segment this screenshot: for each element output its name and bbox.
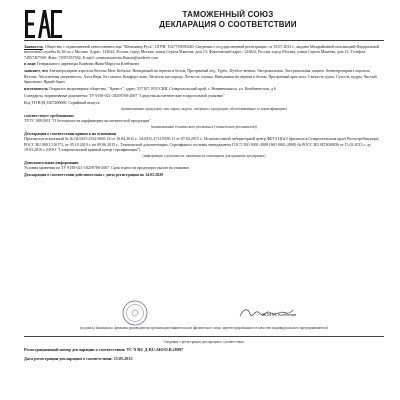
title-block <box>68 10 388 30</box>
validity-paragraph <box>24 172 384 177</box>
manufacturer-text: Открытое акционерное общество, "Арнест", адрес: 357107, РОССИЯ, Ставропольский край, г. Невинномысск, ул. Комбинатская, д.6 <box>48 85 276 91</box>
applicant-paragraph <box>24 44 384 60</box>
registration-date-label: Дата регистрации декларации о соответствии: <box>24 355 113 361</box>
requirements-paragraph <box>24 113 384 124</box>
manufacturer-paragraph <box>24 86 384 91</box>
registration-number-row <box>24 347 384 352</box>
additional-paragraph <box>24 160 384 171</box>
representative-label: в лице <box>24 61 36 67</box>
declares-label: заявляет, что <box>24 68 48 74</box>
signature-caption: (подпись) (инициалы, фамилия руководителя организации-заявителя или физического лица, зарегистрированного в качестве индивидуального предпринимателя) <box>80 326 328 330</box>
tn-ved-paragraph <box>24 100 384 105</box>
title-customs-union: ТАМОЖЕННЫЙ СОЮЗ <box>182 10 274 19</box>
registration-number-label: Регистрационный номер декларации о соответствии: <box>24 347 126 353</box>
applicant-label: Заявитель <box>24 44 43 49</box>
standards-text: Стандарты, нормативные документы: ТУ 9158-021-18259700-2007 "Средства косметические в аэрозольной упаковке" <box>24 92 225 98</box>
representative-text: Генерального директора Корвина Жана-Марселя Клейтиана <box>36 61 139 67</box>
company-stamp <box>122 300 148 326</box>
additional-text: Условия хранения по ТУ 9158-021-18259700-2007. Срок годности продукции указан на упаковке. <box>24 165 190 171</box>
validity-date: 14.05.2020 <box>145 172 164 178</box>
registration-number-value: ТС N RU Д-RU.АЮ35.В.28097 <box>126 347 184 353</box>
declares-paragraph <box>24 68 384 84</box>
validity-label: Декларация о соответствии действительна с даты регистрации по <box>24 172 145 178</box>
registration-date-value: 15.05.2015 <box>113 355 133 361</box>
footer-divider <box>24 336 384 337</box>
standards-paragraph <box>24 93 384 98</box>
basis-label: Декларация о соответствии принята на основании <box>24 131 116 137</box>
declaration-body <box>24 44 384 179</box>
eac-logo <box>24 8 64 40</box>
additional-label: Дополнительная информация <box>24 160 79 166</box>
registration-caption: Сведения о регистрации декларации о соответствии: <box>163 340 245 344</box>
requirements-text: ТР ТС 009/2011 "О безопасности парфюмерно-косметической продукции" <box>24 118 151 124</box>
signature-area <box>24 302 384 336</box>
representative-paragraph <box>24 61 384 66</box>
header-divider <box>24 40 384 41</box>
basis-paragraph <box>24 131 384 152</box>
requirements-caption: (наименование технического регламента (технических регламентов)) <box>151 124 257 129</box>
basis-text: Протоколов испытаний № № 04.0415.2332.9665.14 от 16.04.2015 г., 04.0415.2712.9550.11 от 07.04.2015 г., Испытательной лабораторией центр ФБУЗ ЦГиЭ (филиала в Ставропольском крае) Роспотребнадзора, РОСС RU.0001.510172, от 05.10.2010 г. по 09.06.2015 г., Технической документации, Сертификата системы менеджмента ГОСТ ISO 9001-2008 (ISO 9001:2008) № РОСС RU.ИТ.К00036 от 15.03.2013 г. до 19.03.2016 г. (ООО "Ставропольский краевой центр сертификации") <box>24 136 380 153</box>
registration-date-row <box>24 356 384 361</box>
title-declaration: ДЕКЛАРАЦИЯ О СООТВЕТСТВИИ <box>159 20 297 29</box>
declares-caption: (наименование продукции, тип, марка, модель, сведения о продукции, обеспечивающие ее идентификацию) <box>121 106 287 111</box>
manufacturer-label: изготовитель <box>24 85 48 91</box>
declares-text: Антиперспирант аэрозоль Rexona Men: Кобальт, Невидимый на черном и белом, Прозрачный лёд, Турбо, Футбол-вечная, Экстремальная, Экстремальная защита. Антиперспирант аэрозоль Rexona: Абсолютная уверенность, Алоэ Вера, Без запаха, Комфорт льна, Лёгкость кислорода, Легкость хлопка, Невидимая на чёрном и белом, Прозрачный кристалл, Свежесть душа, Сухость пудры, Чистый бриллиант, Яркий букет. <box>24 68 377 84</box>
signatory-name: Ж.М.М. Клейтиан <box>262 312 297 317</box>
registration-info <box>24 340 384 364</box>
requirements-label: соответствует требованиям <box>24 112 74 118</box>
tn-ved-text: Код ТН ВЭД 3307200000, Серийный выпуск <box>24 99 100 105</box>
applicant-text: , Общество с ограниченной ответственностью "Юниливер Русь", ОГРН: 1027739039240. Сведения о государственной регистрации: от 19.07.2013 г., выдано Межрайонной инспекцией Федеральной налоговой службы № 46 по г. Москва. Адрес: 123022, Россия, город Москва, улица Сергея Макеева, дом 13, Фактический адрес: 123022, Россия, город Москва, улица Сергея Макеева, дом 13, Телефон: 74957457500, Факс: 74957457582, E-mail: communications.Russia@unilever.com <box>24 44 380 60</box>
basis-caption: (информация о документах, являющихся основанием для принятия декларации) <box>142 153 266 158</box>
